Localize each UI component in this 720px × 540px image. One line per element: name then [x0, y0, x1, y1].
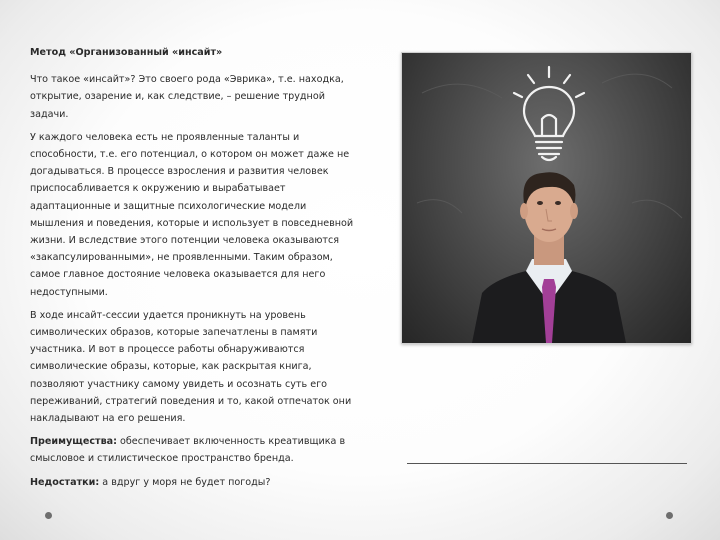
text-column [30, 44, 358, 497]
advantages-label: Преимущества: [30, 436, 117, 448]
corner-dot-bottom-right [666, 512, 673, 519]
slide-title: Метод «Организованный «инсайт» [30, 47, 223, 58]
paragraph-insight-definition: Что такое «инсайт»? Это своего рода «Эврика», т.е. находка, открытие, озарение и, как следствие, – решение трудной задачи. [30, 74, 344, 120]
paragraph-insight-session: В ходе инсайт-сессии удается проникнуть на уровень символических образов, которые запечатлены в памяти участника. И вот в процессе работы обнаруживаются символические образы, которые, как раскрытая книга, позволяют участнику самому увидеть и осознать суть его переживаний, стратегий поведения и то, какой отпечаток они накладывают на его решения. [30, 309, 352, 425]
divider-line [407, 463, 687, 464]
disadvantages [30, 474, 358, 491]
photo-illustration [402, 53, 691, 343]
man-looking-up-photo [401, 52, 692, 344]
disadvantages-label: Недостатки: [30, 476, 100, 488]
advantages-text: обеспечивает включенность креативщика в смысловое и стилистическое пространство бренда. [30, 436, 346, 465]
paragraph-hidden-potential: У каждого человека есть не проявленные таланты и способности, т.е. его потенциал, о котором он может даже не догадываться. В процессе взросления и развития человек приспосабливается к окружению и вырабатывает адаптационные и защитные психологические модели мышления и поведения, которые и использует в повседневной жизни. И вследствие этого потенции человека оказываются «закапсулированными», не проявленными. Таким образом, самое главное достояние человека оказывается для него недоступными. [30, 131, 354, 298]
lightbulb-icon [514, 67, 584, 160]
advantages [30, 433, 358, 467]
corner-dot-bottom-left [45, 512, 52, 519]
disadvantages-text: а вдруг у моря не будет погоды? [99, 476, 271, 488]
